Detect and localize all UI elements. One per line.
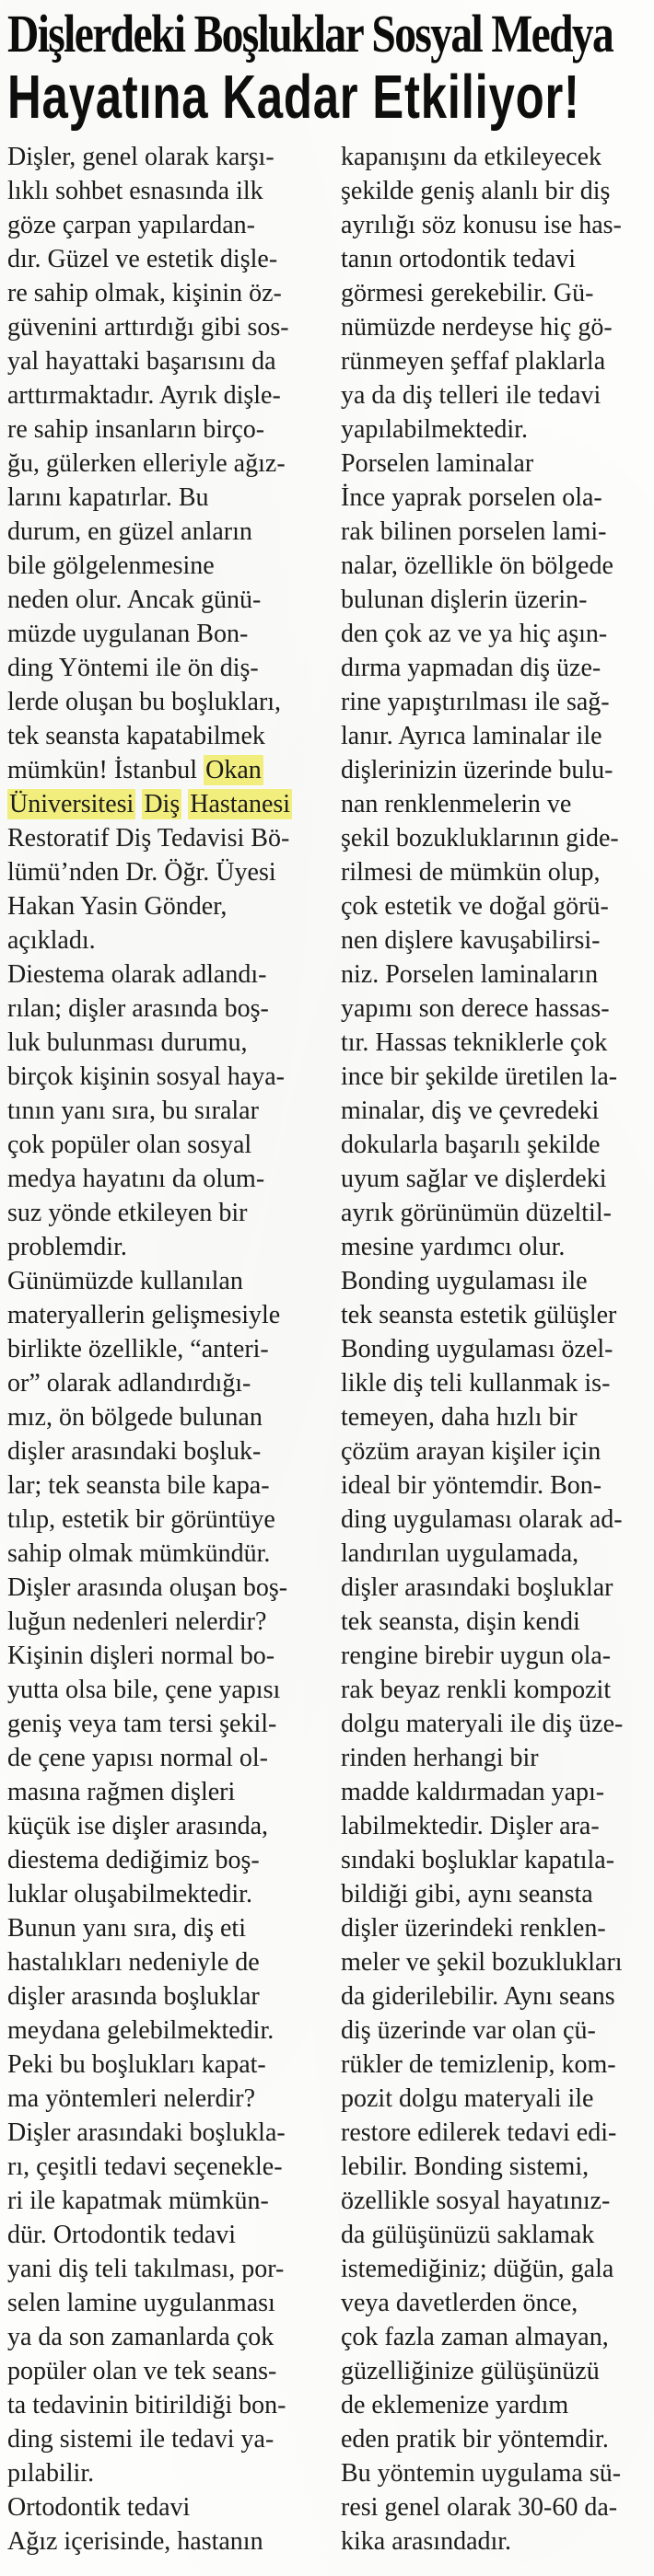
article-line: lerde oluşan bu boşlukları, xyxy=(7,688,282,716)
article-line: Bunun yanı sıra, diş eti xyxy=(7,1914,246,1943)
article-line: Ortodontik tedavi xyxy=(7,2493,191,2522)
highlight-mark: Diş xyxy=(144,790,181,818)
article-line: dişler arasındaki boşluklar xyxy=(341,1573,613,1602)
article-line: çok estetik ve doğal görü- xyxy=(341,892,609,921)
article-line: lıklı sohbet esnasında ilk xyxy=(7,177,263,205)
article-line: tanın ortodontik tedavi xyxy=(341,245,577,273)
article-line: mümkün! İstanbul Okan xyxy=(7,756,262,784)
article-line: labilmektedir. Dişler ara- xyxy=(341,1812,600,1840)
article-line: ma yöntemleri nelerdir? xyxy=(7,2084,255,2113)
article-line: materyallerin gelişmesiyle xyxy=(7,1301,281,1329)
article-line: mesine yardımcı olur. xyxy=(341,1233,566,1261)
article-line: ya da son zamanlarda çok xyxy=(7,2323,274,2351)
article-line: larını kapatırlar. Bu xyxy=(7,483,209,512)
article-line: meydana gelebilmektedir. xyxy=(7,2016,274,2045)
article-line: dırma yapmadan diş üze- xyxy=(341,654,601,682)
article-line: temeyen, daha hızlı bir xyxy=(341,1403,578,1432)
article-line: ding Yöntemi ile ön diş- xyxy=(7,654,259,682)
article-line: durum, en güzel anların xyxy=(7,517,252,546)
article-line: tek seansta, dişin kendi xyxy=(341,1607,580,1636)
article-line: bile gölgelenmesine xyxy=(7,551,215,580)
article-line: güzelliğinize gülüşünüzü xyxy=(341,2357,600,2385)
article-line: yapılabilmektedir. xyxy=(341,415,528,444)
article-line: ince bir şekilde üretilen la- xyxy=(341,1062,618,1091)
article-line: tılıp, estetik bir görüntüye xyxy=(7,1505,275,1534)
article-line: dokularla başarılı şekilde xyxy=(341,1131,601,1159)
article-line: müzde uygulanan Bon- xyxy=(7,620,249,648)
article-line: sahip olmak mümkündür. xyxy=(7,1539,271,1568)
article-body xyxy=(7,140,650,2559)
article-line: Bonding uygulaması özel- xyxy=(341,1335,613,1363)
article-line: ri ile kapatmak mümkün- xyxy=(7,2187,269,2215)
article-line: niz. Porselen laminaların xyxy=(341,960,599,989)
article-line: rünmeyen şeffaf plaklarla xyxy=(341,347,606,376)
article-line: yani diş teli takılması, por- xyxy=(7,2255,285,2283)
article-line: küçük ise dişler arasında, xyxy=(7,1812,269,1840)
article-line: problemdir. xyxy=(7,1233,127,1261)
article-line: ta tedavinin bitirildiği bon- xyxy=(7,2391,286,2419)
article-line: hastalıkları nedeniyle de xyxy=(7,1948,260,1977)
article-line: dişler arasında boşluklar xyxy=(7,1982,260,2011)
article-line: tının yanı sıra, bu sıralar xyxy=(7,1097,259,1125)
article-line: veya davetlerden önce, xyxy=(341,2289,578,2317)
article-line: istemediğiniz; düğün, gala xyxy=(341,2255,614,2283)
article-line: re sahip insanların birço- xyxy=(7,415,265,444)
article-line: geniş veya tam tersi şekil- xyxy=(7,1710,277,1738)
article-line: ding uygulaması olarak ad- xyxy=(341,1505,623,1534)
article-line: güvenini arttırdığı gibi sos- xyxy=(7,313,289,342)
article-line: yal hayattaki başarısını da xyxy=(7,347,276,376)
article-line: nalar, özellikle ön bölgede xyxy=(341,551,613,580)
article-line: Ağız içerisinde, hastanın xyxy=(7,2527,263,2556)
article-line: den çok az ve ya hiç aşın- xyxy=(341,620,608,648)
article-line: tır. Hassas tekniklerle çok xyxy=(341,1028,608,1057)
article-line: nümüzde nerdeyse hiç gö- xyxy=(341,313,613,342)
article-line: kapanışını da etkileyecek xyxy=(341,143,601,171)
article-line: pılabilir. xyxy=(7,2459,95,2488)
article-line: rükler de temizlenip, kom- xyxy=(341,2050,616,2079)
article-line: restore edilerek tedavi edi- xyxy=(341,2118,617,2147)
article-line: ayrık görünümün düzeltil- xyxy=(341,1199,612,1227)
headline-line2: Hayatına Kadar Etkiliyor! xyxy=(7,63,580,132)
article-line: medya hayatını da olum- xyxy=(7,1165,265,1193)
article-line: rengine birebir uygun ola- xyxy=(341,1642,612,1670)
highlight-mark: Hastanesi xyxy=(190,790,291,818)
article-line: likle diş teli kullanmak is- xyxy=(341,1369,611,1398)
article-line: rine yapıştırılması ile sağ- xyxy=(341,688,610,716)
headline-line1: Dişlerdeki Boşluklar Sosyal Medya xyxy=(7,4,613,64)
article-line: nan renklenmelerin ve xyxy=(341,790,572,818)
article-line: birlikte özellikle, “anteri- xyxy=(7,1335,269,1363)
article-line: da giderilebilir. Aynı seans xyxy=(341,1982,615,2011)
article-line: landırılan uygulamada, xyxy=(341,1539,579,1568)
article-line: Kişinin dişleri normal bo- xyxy=(7,1642,275,1670)
article-line: uyum sağlar ve dişlerdeki xyxy=(341,1165,607,1193)
highlight-mark: Okan xyxy=(205,756,262,784)
article-line: rak beyaz renkli kompozit xyxy=(341,1676,612,1704)
article-line: Dişler arasındaki boşlukla- xyxy=(7,2118,286,2147)
article-line: dişler üzerindeki renklen- xyxy=(341,1914,606,1943)
article-line: ideal bir yöntemdir. Bon- xyxy=(341,1471,602,1500)
article-line: dır. Güzel ve estetik dişle- xyxy=(7,245,278,273)
article-line: lanır. Ayrıca laminalar ile xyxy=(341,722,602,750)
article-line: madde kaldırmadan yapı- xyxy=(341,1778,605,1806)
article-line: selen lamine uygulanması xyxy=(7,2289,275,2317)
article-line: Restoratif Diş Tedavisi Bö- xyxy=(7,824,290,853)
article-line: rı, çeşitli tedavi seçenekle- xyxy=(7,2152,283,2181)
article-line: yutta olsa bile, çene yapısı xyxy=(7,1676,281,1704)
article-line: görmesi gerekebilir. Gü- xyxy=(341,279,594,307)
article-line: da gülüşünüzü saklamak xyxy=(341,2221,595,2249)
article-column-left xyxy=(7,140,317,2559)
article-line: göze çarpan yapılardan- xyxy=(7,211,255,239)
article-line: lümü’nden Dr. Öğr. Üyesi xyxy=(7,858,276,887)
article-line: mız, ön bölgede bulunan xyxy=(7,1403,263,1432)
article-line: bulunan dişlerin üzerin- xyxy=(341,586,588,614)
article-line: Hakan Yasin Gönder, xyxy=(7,892,228,921)
article-line: diş üzerinde var olan çü- xyxy=(341,2016,596,2045)
article-line: rılan; dişler arasında boş- xyxy=(7,994,269,1023)
article-line: ğu, gülerken elleriyle ağız- xyxy=(7,449,286,478)
article-line: luk bulunması durumu, xyxy=(7,1028,248,1057)
article-line: luklar oluşabilmektedir. xyxy=(7,1880,252,1909)
article-line: dişlerinizin üzerinde bulu- xyxy=(341,756,613,784)
article-line: Dişler, genel olarak karşı- xyxy=(7,143,274,171)
article-line: lar; tek seansta bile kapa- xyxy=(7,1471,270,1500)
article-line: suz yönde etkileyen bir xyxy=(7,1199,248,1227)
article-line: çok fazla zaman almayan, xyxy=(341,2323,609,2351)
article-line: kika arasındadır. xyxy=(341,2527,512,2556)
article-line: dişler arasındaki boşluk- xyxy=(7,1437,262,1466)
article-line: de eklemenize yardım xyxy=(341,2391,569,2419)
article-line: şekil bozukluklarının gide- xyxy=(341,824,619,853)
article-line: lebilir. Bonding sistemi, xyxy=(341,2152,590,2181)
article-line: de çene yapısı normal ol- xyxy=(7,1744,269,1772)
article-line: açıkladı. xyxy=(7,926,96,955)
article-line: çözüm arayan kişiler için xyxy=(341,1437,601,1466)
article-line xyxy=(7,787,317,821)
article-line: ya da diş telleri ile tedavi xyxy=(341,381,601,410)
article-line: dür. Ortodontik tedavi xyxy=(7,2221,237,2249)
article-line: resi genel olarak 30-60 da- xyxy=(341,2493,618,2522)
article-line: pozit dolgu materyali ile xyxy=(341,2084,594,2113)
article-line: Bonding uygulaması ile xyxy=(341,1267,588,1295)
article-line: luğun nedenleri nelerdir? xyxy=(7,1607,267,1636)
article-line: Peki bu boşlukları kapat- xyxy=(7,2050,266,2079)
article-line: masına rağmen dişleri xyxy=(7,1778,236,1806)
article-line: eden pratik bir yöntemdir. xyxy=(341,2425,609,2454)
article-line: minalar, diş ve çevredeki xyxy=(341,1097,600,1125)
article-line: yapımı son derece hassas- xyxy=(341,994,610,1023)
article-line: bildiği gibi, aynı seansta xyxy=(341,1880,593,1909)
article-line: sındaki boşluklar kapatıla- xyxy=(341,1846,615,1874)
article-line: birçok kişinin sosyal haya- xyxy=(7,1062,285,1091)
article-line: Dişler arasında oluşan boş- xyxy=(7,1573,288,1602)
article-line: İnce yaprak porselen ola- xyxy=(341,483,602,512)
article-line: meler ve şekil bozuklukları xyxy=(341,1948,623,1977)
article-line: Günümüzde kullanılan xyxy=(7,1267,243,1295)
article-line: or” olarak adlandırdığı- xyxy=(7,1369,251,1398)
article-line: nen dişlere kavuşabilirsi- xyxy=(341,926,601,955)
highlight-mark: Üniversitesi xyxy=(9,790,134,818)
article-line: re sahip olmak, kişinin öz- xyxy=(7,279,282,307)
article-line: şekilde geniş alanlı bir diş xyxy=(341,177,611,205)
article-column-right xyxy=(341,140,650,2559)
article-line: popüler olan ve tek seans- xyxy=(7,2357,277,2385)
article-line: Porselen laminalar xyxy=(341,449,534,478)
article-line: neden olur. Ancak günü- xyxy=(7,586,262,614)
article-line: arttırmaktadır. Ayrık dişle- xyxy=(7,381,281,410)
article-line: tek seansta kapatabilmek xyxy=(7,722,265,750)
article-line: Bu yöntemin uygulama sü- xyxy=(341,2459,622,2488)
article-line: ayrılığı söz konusu ise has- xyxy=(341,211,622,239)
article-line: özellikle sosyal hayatınız- xyxy=(341,2187,611,2215)
article-line: Diestema olarak adlandı- xyxy=(7,960,267,989)
article-line: çok popüler olan sosyal xyxy=(7,1131,252,1159)
article-line: dolgu materyali ile diş üze- xyxy=(341,1710,624,1738)
article-line: tek seansta estetik gülüşler xyxy=(341,1301,617,1329)
article-line: rilmesi de mümkün olup, xyxy=(341,858,601,887)
article-line: diestema dediğimiz boş- xyxy=(7,1846,260,1874)
article-line: rak bilinen porselen lami- xyxy=(341,517,607,546)
article-line: rinden herhangi bir xyxy=(341,1744,539,1772)
article-line: ding sistemi ile tedavi ya- xyxy=(7,2425,274,2454)
